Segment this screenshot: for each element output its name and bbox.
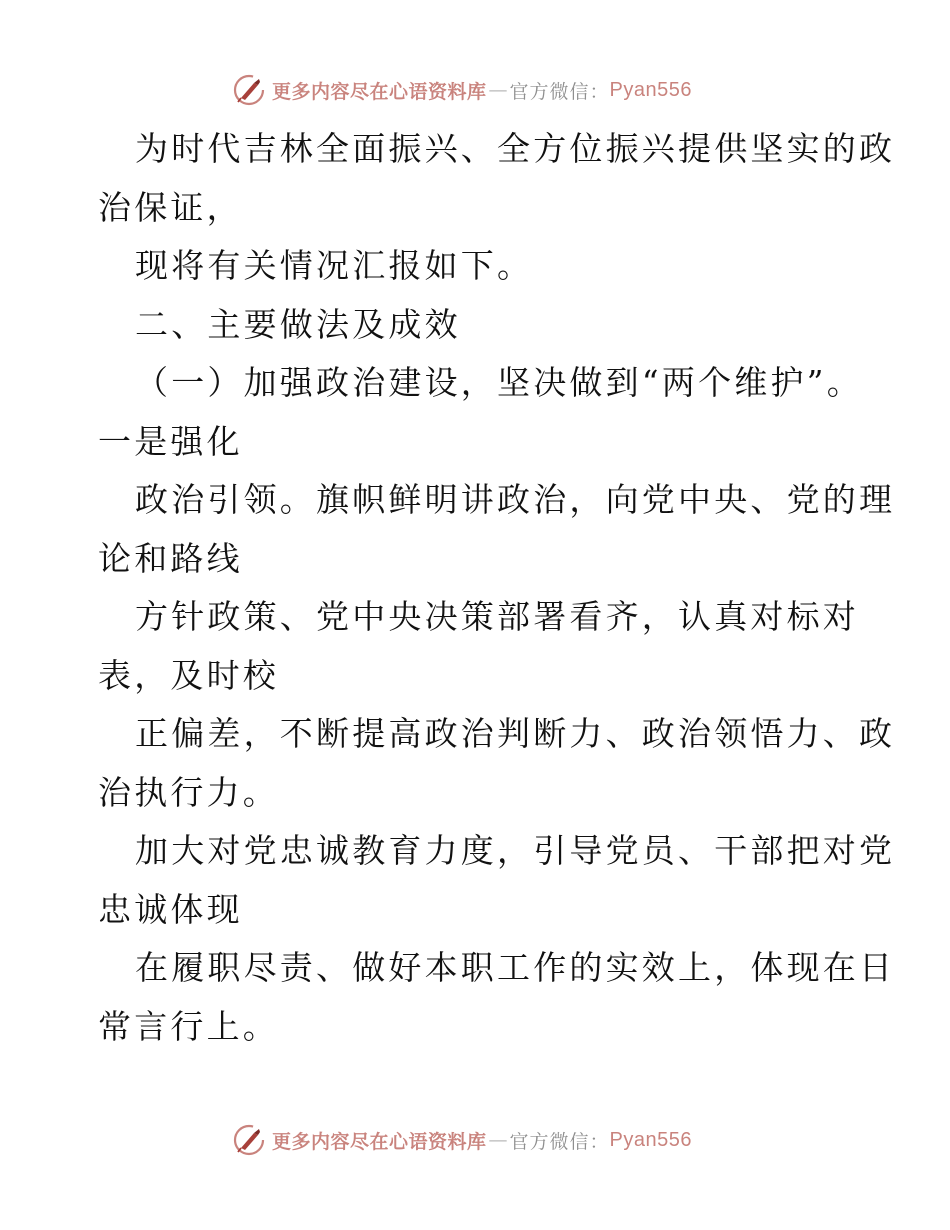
text-line: 正偏差，不断提高政治判断力、政治领悟力、政: [135, 714, 896, 753]
header-watermark: [232, 72, 692, 108]
footer-watermark: [232, 1122, 692, 1158]
text-line: 治执行力。: [98, 772, 279, 812]
watermark-separator: —: [488, 1129, 508, 1151]
document-body: [98, 120, 896, 1056]
text-line: 常言行上。: [98, 1006, 279, 1046]
section-heading: 二、主要做法及成效: [135, 304, 461, 344]
text-line: 现将有关情况汇报如下。: [135, 246, 534, 285]
quill-pen-circle-icon: [232, 73, 266, 107]
subsection-heading: （一）加强政治建设，坚决做到“两个维护”。: [135, 363, 863, 402]
text-line: 加大对党忠诚教育力度，引导党员、干部把对党: [135, 831, 896, 870]
text-line: 在履职尽责、做好本职工作的实效上，体现在日: [135, 948, 896, 987]
watermark-text: 更多内容尽在心语资料库: [272, 80, 487, 103]
watermark-wechat-label: 官方微信：: [509, 1130, 610, 1153]
watermark-wechat-id: Pyan556: [609, 1128, 692, 1151]
text-line: 忠诚体现: [98, 889, 243, 929]
text-line: 一是强化: [98, 421, 243, 461]
text-line: 表，及时校: [98, 655, 279, 695]
watermark-text: 更多内容尽在心语资料库: [272, 1130, 487, 1153]
text-line: 治保证，: [98, 187, 243, 227]
watermark-separator: —: [488, 79, 508, 101]
watermark-wechat-id: Pyan556: [609, 78, 692, 101]
text-line: 为时代吉林全面振兴、全方位振兴提供坚实的政: [135, 129, 896, 168]
text-line: 政治引领。旗帜鲜明讲政治，向党中央、党的理: [135, 480, 896, 519]
text-line: 方针政策、党中央决策部署看齐，认真对标对: [135, 597, 859, 636]
text-line: 论和路线: [98, 538, 243, 578]
watermark-wechat-label: 官方微信：: [509, 80, 610, 103]
quill-pen-circle-icon: [232, 1123, 266, 1157]
